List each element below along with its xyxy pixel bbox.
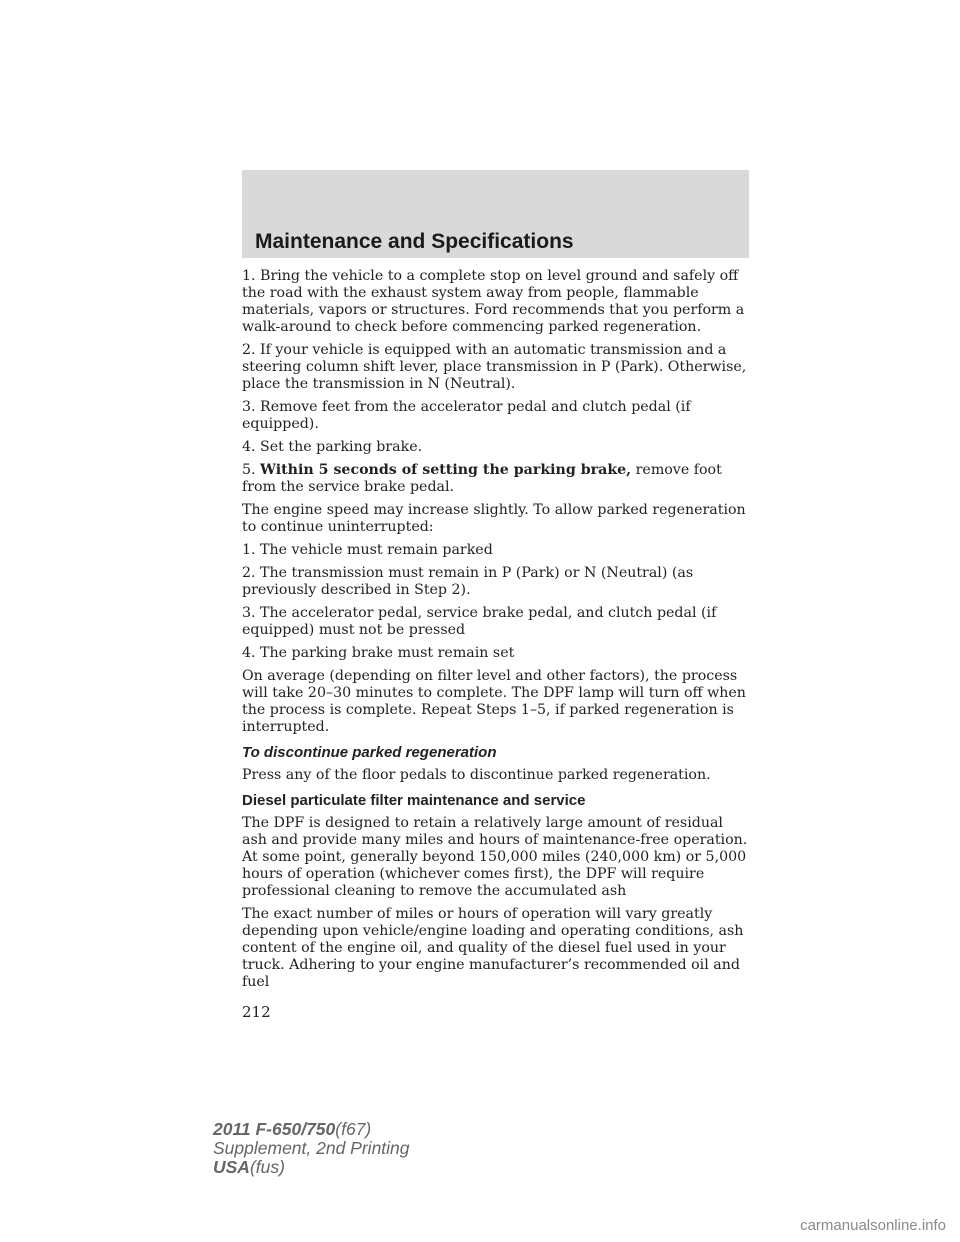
discontinue-subheading: To discontinue parked regeneration bbox=[242, 744, 497, 761]
footer-model: 2011 F-650/750 bbox=[213, 1119, 336, 1139]
step-3: 3. Remove feet from the accelerator pedal and clutch pedal (if equipped). bbox=[242, 399, 691, 432]
footer bbox=[213, 1120, 410, 1177]
step-2: 2. If your vehicle is equipped with an automatic transmission and a steering column shift lever, place transmission in P (Park). Otherwise, place the transmission in N (Neutral). bbox=[242, 342, 747, 392]
footer-line-3 bbox=[213, 1158, 410, 1177]
page-content bbox=[242, 268, 750, 997]
step-5-emphasis: Within 5 seconds of setting the parking brake, bbox=[260, 462, 632, 478]
condition-2: 2. The transmission must remain in P (Park) or N (Neutral) (as previously described in Step 2). bbox=[242, 565, 694, 598]
footer-line-2: Supplement, 2nd Printing bbox=[213, 1138, 410, 1158]
condition-1: 1. The vehicle must remain parked bbox=[242, 542, 493, 558]
footer-region: USA bbox=[213, 1157, 250, 1177]
step-5-text: remove foot from the service brake pedal. bbox=[242, 462, 722, 495]
step-5-number: 5. bbox=[242, 462, 261, 478]
step-1: 1. Bring the vehicle to a complete stop on level ground and safely off the road with the exhaust system away from people, flammable materials, vapors or structures. Ford recommends that you perform a walk-around to check before commencing parked regeneration. bbox=[242, 268, 745, 335]
engine-speed-note: The engine speed may increase slightly. To allow parked regeneration to continue uninterrupted: bbox=[242, 502, 746, 535]
dpf-paragraph-2: The exact number of miles or hours of operation will vary greatly depending upon vehicle/engine loading and operating conditions, ash content of the engine oil, and quality of the diesel fuel used in your truck. Adhering to your engine manufacturer’s recommended oil and fuel bbox=[242, 906, 744, 990]
section-title: Maintenance and Specifications bbox=[255, 230, 574, 253]
step-5 bbox=[242, 462, 750, 496]
footer-model-code: (f67) bbox=[335, 1119, 372, 1139]
duration-paragraph: On average (depending on filter level and other factors), the process will take 20–30 minutes to complete. The DPF lamp will turn off when the process is complete. Repeat Steps 1–5, if parked regeneration is interrupted. bbox=[242, 668, 746, 735]
condition-4: 4. The parking brake must remain set bbox=[242, 645, 515, 661]
dpf-maintenance-heading: Diesel particulate filter maintenance and service bbox=[242, 792, 586, 809]
dpf-paragraph-1: The DPF is designed to retain a relatively large amount of residual ash and provide many miles and hours of maintenance-free operation. At some point, generally beyond 150,000 miles (240,000 km) or 5,000 hours of operation (whichever comes first), the DPF will require professional cleaning to remove the accumulated ash bbox=[242, 815, 748, 899]
step-4: 4. Set the parking brake. bbox=[242, 439, 423, 455]
discontinue-paragraph: Press any of the floor pedals to discontinue parked regeneration. bbox=[242, 767, 711, 783]
watermark: carmanualsonline.info bbox=[800, 1217, 946, 1234]
footer-line-1 bbox=[213, 1120, 410, 1139]
page-number: 212 bbox=[242, 1003, 271, 1021]
footer-region-code: (fus) bbox=[249, 1157, 285, 1177]
condition-3: 3. The accelerator pedal, service brake pedal, and clutch pedal (if equipped) must not be pressed bbox=[242, 605, 717, 638]
